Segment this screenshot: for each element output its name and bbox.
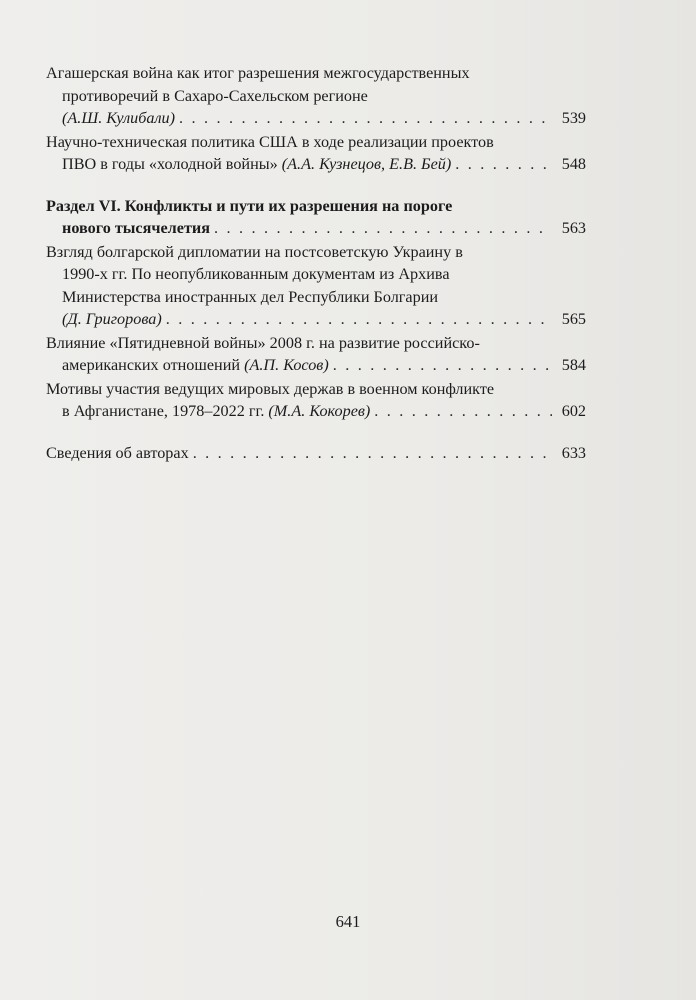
toc-entry-last-line [46,354,586,377]
toc-entry-author: (Д. Григорова) [62,310,162,328]
toc-entry-agasher-war[interactable] [46,62,586,130]
toc-entry-last-line [46,442,586,465]
toc-entry-page-number: 633 [561,443,586,462]
toc-entry-author-wrap [62,107,175,130]
toc-entry-author: (М.А. Кокорев) [268,402,371,420]
toc-entry-title-text: Сведения об авторах [46,443,189,462]
toc-entry-title-tail [62,153,451,176]
section-last-line [46,217,586,240]
toc-entry-title-text: ПВО в годы «холодной войны» [62,155,282,173]
toc-entry-title-line: Министерства иностранных дел Республики Болгарии [62,287,439,306]
table-of-contents [46,62,586,465]
dot-leader [179,107,552,130]
toc-entry-page-number: 539 [561,109,586,127]
toc-entry-last-line [46,308,586,331]
toc-entry-title-line: Научно-техническая политика США в ходе реализации проектов [46,132,494,151]
page-number: 641 [335,912,361,931]
spacer [46,424,586,442]
toc-entry-title-tail [62,354,329,377]
toc-entry-title-line: 1990-х гг. По неопубликованным документам из Архива [62,265,450,283]
toc-entry-page-number: 584 [561,356,586,374]
toc-entry-page-number: 565 [561,310,586,328]
toc-entry-title-line: противоречий в Сахаро-Сахельском регионе [62,86,368,105]
dot-leader [333,354,552,377]
section-page-number: 563 [561,219,586,237]
dot-leader [193,442,552,465]
toc-section-vi[interactable] [46,195,586,240]
toc-entry-last-line [46,107,586,130]
toc-entry-author-wrap [62,308,162,331]
toc-entry-bulgarian-diplomacy[interactable] [46,241,586,331]
section-title-line: Раздел VI. Конфликты и пути их разрешения на пороге [46,196,453,215]
dot-leader [455,153,552,176]
spacer [46,177,586,195]
toc-entry-title-line: Мотивы участия ведущих мировых держав в военном конфликте [46,379,495,398]
toc-entry-last-line [46,400,586,423]
toc-entry-afghanistan[interactable] [46,378,586,423]
toc-entry-title-text: в Афганистане, 1978–2022 гг. [62,402,269,420]
toc-entry-title-tail [62,400,370,423]
toc-entry-title-text: американских отношений [62,356,245,374]
dot-leader [166,308,552,331]
toc-entry-author: (А.А. Кузнецов, Е.В. Бей) [281,155,452,173]
dot-leader [214,217,552,240]
dot-leader [374,400,552,423]
toc-entry-page-number: 548 [561,155,586,173]
toc-entry-author: (А.Ш. Кулибали) [62,109,176,127]
toc-entry-page-number: 602 [561,402,586,420]
toc-entry-author: (А.П. Косов) [244,356,329,374]
toc-entry-last-line [46,153,586,176]
toc-entry-title-line: Влияние «Пятидневной войны» 2008 г. на развитие российско- [46,333,480,352]
toc-entry-authors-info[interactable] [46,442,586,465]
toc-entry-five-day-war[interactable] [46,332,586,377]
toc-entry-title-line: Взгляд болгарской дипломатии на постсоветскую Украину в [46,242,463,261]
toc-entry-title-line: Агашерская война как итог разрешения межгосударственных [46,64,470,82]
toc-entry-us-air-defense[interactable] [46,131,586,176]
section-title-tail: нового тысячелетия [62,219,210,237]
